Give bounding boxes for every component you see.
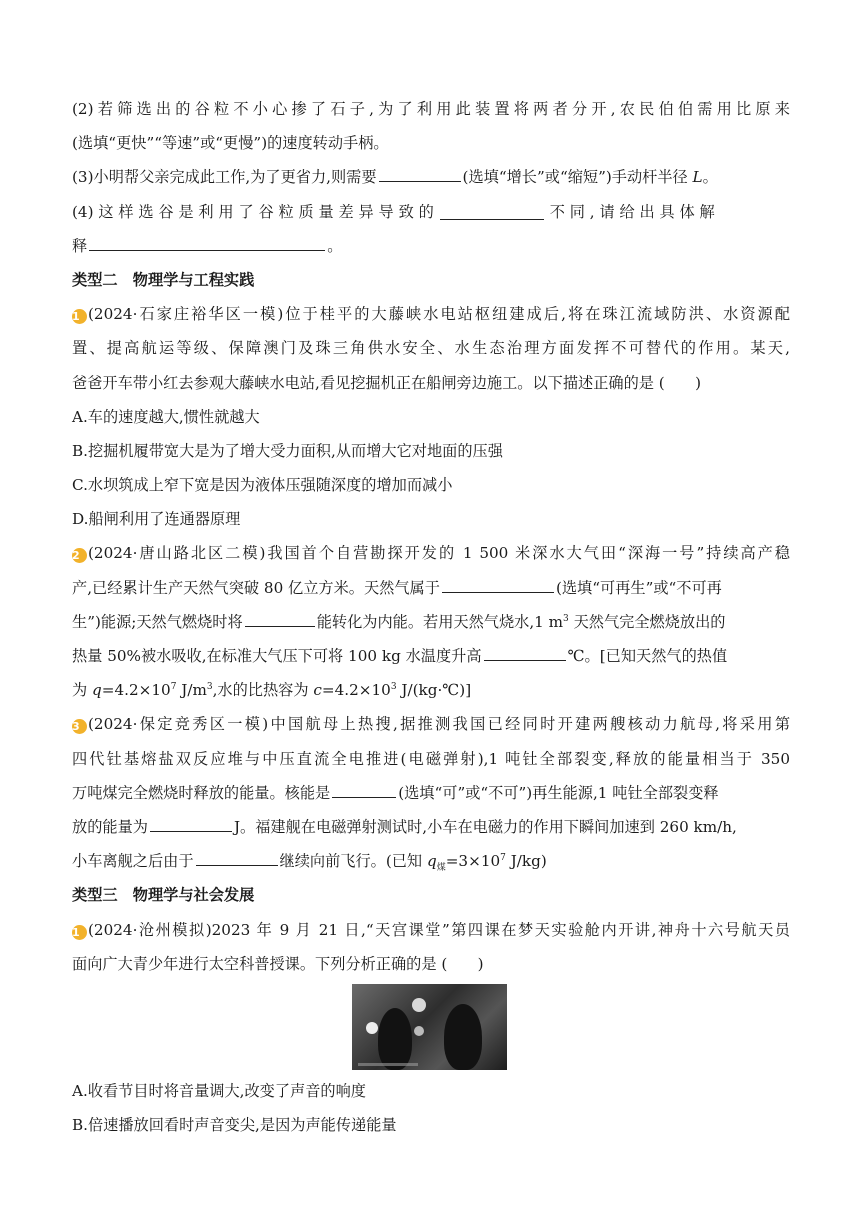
question-number-badge: 3 [72, 719, 87, 734]
prev-q4-text-a: (4) 这 样 选 谷 是 利 用 了 谷 粒 质 量 差 异 导 致 的 [72, 202, 434, 221]
prev-q4-text-c: 释 [72, 236, 88, 255]
prev-q3-end: 。 [702, 168, 718, 187]
s2-q2-text4b: ℃。[已知天然气的热值 [567, 647, 728, 665]
s2-q1-option-b: B.挖掘机履带宽大是为了增大受力面积,从而增大它对地面的压强 [72, 441, 503, 460]
text: 继续向前飞行。(已知 [279, 852, 427, 871]
s2-q1-option-d: D.船闸利用了连通器原理 [72, 510, 241, 529]
s3-q1-option-a: A.收看节目时将音量调大,改变了声音的响度 [72, 1081, 366, 1100]
variable-q: q [92, 681, 102, 700]
s2-q2-text3b: 能转化为内能。若用天然气烧水,1 m [316, 612, 564, 631]
superscript: 3 [390, 682, 397, 693]
s2-q2-line2 [72, 571, 790, 605]
s2-q1-line1 [72, 297, 790, 331]
answer-blank[interactable] [442, 578, 554, 593]
variable-L: L [692, 168, 703, 187]
s2-q2-text3c: 天然气完全燃烧放出的 [568, 612, 726, 631]
answer-blank[interactable] [332, 783, 396, 798]
s2-q3-line3 [72, 776, 790, 810]
s3-q1-line1 [72, 913, 790, 947]
variable-c: c [313, 681, 322, 700]
s2-q3-line1 [72, 707, 790, 741]
prev-q2-line1: (2)若筛选出的谷粒不小心掺了石子,为了利用此装置将两者分开,农民伯伯需用比原来 [72, 100, 790, 118]
text: =4.2×10 [321, 681, 391, 700]
prev-q4-line2 [72, 229, 790, 263]
variable-q: q [426, 852, 437, 871]
answer-blank[interactable] [484, 646, 566, 661]
answer-blank[interactable] [245, 612, 315, 627]
s2-q1-text1: (2024·石家庄裕华区一模)位于桂平的大藤峡水电站枢纽建成后,将在珠江流域防洪、水资源配 [88, 305, 790, 324]
space-class-photo [352, 984, 507, 1070]
s2-q2-text4a: 热量 50%被水吸收,在标准大气压下可将 100 kg 水温度升高 [72, 647, 482, 665]
text: J/m [176, 681, 207, 700]
s2-q2-text3a: 生”)能源;天然气燃烧时将 [72, 612, 243, 631]
s2-q1-line2: 置、提高航运等级、保障澳门及珠三角供水安全、水生态治理方面发挥不可替代的作用。某天, [72, 339, 790, 358]
question-number-badge: 1 [72, 309, 87, 324]
prev-q2-line2 [72, 126, 790, 160]
s2-q1-option-c: C.水坝筑成上窄下宽是因为液体压强随深度的增加而减小 [72, 476, 453, 495]
answer-blank[interactable] [379, 167, 461, 182]
prev-q3-text-b: (选填“增长”或“缩短”)手动杆半径 [462, 168, 688, 187]
superscript: 7 [170, 682, 177, 693]
answer-blank[interactable] [440, 205, 544, 220]
superscript: 7 [500, 853, 506, 864]
prev-q2-text: (选填“更快”“等速”或“更慢”)的速度转动手柄。 [72, 134, 389, 153]
prev-q4-text-b: 不 同 , 请 给 出 具 体 解 [549, 202, 715, 221]
superscript: 3 [563, 613, 569, 624]
text: 小车离舰之后由于 [72, 852, 194, 871]
s2-q2-line1 [72, 536, 790, 570]
document-page [72, 92, 790, 1142]
s2-q3-line2: 四代钍基熔盐双反应堆与中压直流全电推进(电磁弹射),1 吨钍全部裂变,释放的能量相当于 350 [72, 749, 790, 768]
s3-q1-line2: 面向广大青少年进行太空科普授课。下列分析正确的是 ( ) [72, 954, 484, 973]
text: J。福建舰在电磁弹射测试时,小车在电磁力的作用下瞬间加速到 260 km/h, [233, 817, 737, 836]
prev-q4-end: 。 [327, 236, 343, 255]
prev-q3-line [72, 160, 790, 194]
text: J/kg) [505, 852, 547, 871]
text: =3×10 [445, 852, 501, 871]
prev-q4-line1 [72, 195, 790, 229]
s2-q2-text2b: (选填“可再生”或“不可再 [555, 578, 722, 597]
superscript: 3 [206, 682, 213, 693]
text: 放的能量为 [72, 817, 148, 836]
s2-q3-line5 [72, 844, 790, 878]
question-number-badge: 1 [72, 925, 87, 940]
s2-q2-line3 [72, 605, 790, 639]
s2-q2-line5 [72, 673, 790, 707]
s3-q1-option-b: B.倍速播放回看时声音变尖,是因为声能传递能量 [72, 1116, 397, 1135]
text: (选填“可”或“不可”)再生能源,1 吨钍全部裂变释 [398, 783, 719, 802]
subscript: 煤 [436, 863, 446, 874]
text: =4.2×10 [101, 681, 171, 700]
text: 为 [72, 681, 93, 700]
s2-q1-line3: 爸爸开车带小红去参观大藤峡水电站,看见挖掘机正在船闸旁边施工。以下描述正确的是 ( ) [72, 373, 702, 392]
text: J/(kg·℃)] [396, 681, 472, 700]
s3-q1-text1: (2024·沧州模拟)2023 年 9 月 21 日,“天宫课堂”第四课在梦天实验舱内开讲,神舟十六号航天员 [88, 920, 790, 939]
section-heading-society: 类型三 物理学与社会发展 [72, 886, 255, 905]
s2-q2-line4 [72, 639, 790, 673]
answer-blank[interactable] [89, 236, 325, 251]
s2-q1-option-a: A.车的速度越大,惯性就越大 [72, 407, 260, 426]
text: 万吨煤完全燃烧时释放的能量。核能是 [72, 783, 331, 802]
s2-q3-line4 [72, 810, 790, 844]
text: ,水的比热容为 [212, 681, 314, 700]
answer-blank[interactable] [150, 817, 232, 832]
answer-blank[interactable] [196, 851, 278, 866]
s2-q2-text1: (2024·唐山路北区二模)我国首个自营勘探开发的 1 500 米深水大气田“深海一号”持续高产稳 [88, 544, 790, 563]
s2-q3-text1: (2024·保定竞秀区一模)中国航母上热搜,据推测我国已经同时开建两艘核动力航母,将采用第 [88, 715, 790, 734]
prev-q3-text-a: (3)小明帮父亲完成此工作,为了更省力,则需要 [72, 168, 377, 187]
question-number-badge: 2 [72, 548, 87, 563]
s2-q2-text2a: 产,已经累计生产天然气突破 80 亿立方米。天然气属于 [72, 578, 440, 597]
section-heading-engineering: 类型二 物理学与工程实践 [72, 270, 255, 289]
